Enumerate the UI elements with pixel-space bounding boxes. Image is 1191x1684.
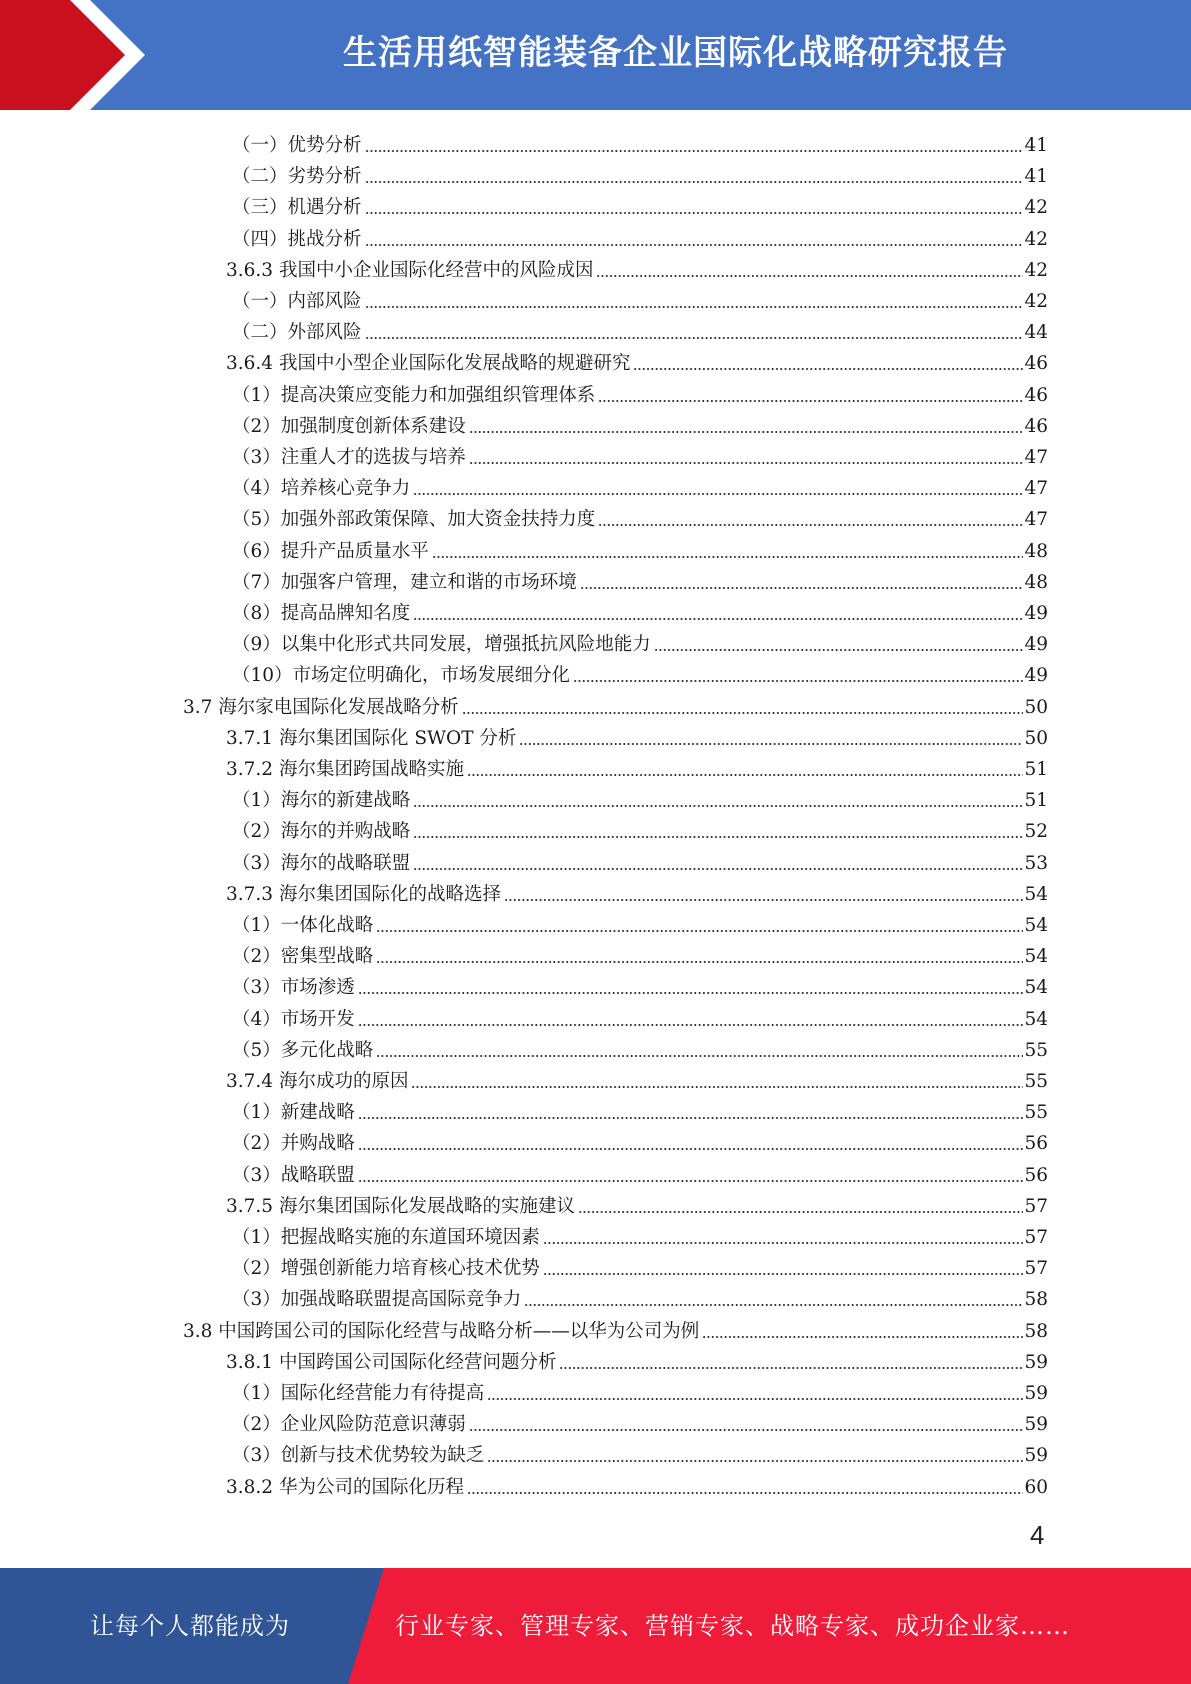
toc-entry[interactable] [232,1250,1048,1281]
toc-entry-title: 3.7.4 海尔成功的原因 [226,1071,409,1092]
toc-dot-leader [358,1116,1024,1120]
toc-entry[interactable] [232,969,1048,1000]
toc-entry[interactable] [232,314,1048,345]
toc-entry[interactable] [232,1125,1048,1156]
toc-entry-title: （1）海尔的新建战略 [232,790,411,812]
toc-dot-leader [413,492,1023,496]
toc-entry-page: 41 [1024,166,1048,188]
toc-entry-page: 59 [1024,1351,1048,1373]
toc-dot-leader [702,1335,1023,1339]
toc-entry[interactable] [226,1063,1048,1094]
toc-dot-leader [487,1459,1023,1463]
toc-dot-leader [432,555,1024,559]
page-number: 4 [1030,1520,1045,1550]
toc-entry-page: 59 [1024,1445,1048,1467]
toc-entry-page: 42 [1024,291,1048,312]
toc-entry[interactable] [232,127,1048,158]
toc-entry-title: 3.6.3 我国中小企业国际化经营中的风险成因 [226,259,594,281]
toc-dot-leader [365,180,1024,184]
toc-entry-page: 48 [1024,540,1048,562]
toc-entry[interactable] [232,408,1048,439]
toc-dot-leader [596,274,1023,278]
toc-entry[interactable] [226,1344,1048,1375]
toc-entry[interactable] [226,1469,1048,1500]
toc-entry-page: 54 [1024,1008,1048,1030]
toc-entry-page: 53 [1024,852,1048,874]
toc-entry-page: 59 [1024,1383,1048,1404]
toc-entry-page: 55 [1024,1071,1048,1092]
toc-entry[interactable] [232,1032,1048,1063]
toc-entry[interactable] [232,595,1048,626]
toc-dot-leader [413,617,1023,621]
toc-entry-title: （4）市场开发 [232,1008,355,1030]
toc-dot-leader [413,804,1023,808]
toc-entry-page: 46 [1024,384,1048,406]
toc-entry[interactable] [232,813,1048,844]
toc-entry-page: 54 [1024,915,1048,936]
toc-dot-leader [578,1210,1023,1214]
toc-entry-page: 57 [1024,1195,1048,1217]
toc-dot-leader [365,336,1024,340]
toc-entry-title: （二）外部风险 [232,322,362,344]
toc-entry[interactable] [232,938,1048,969]
toc-entry-title: 3.7.5 海尔集团国际化发展战略的实施建议 [226,1195,575,1217]
toc-entry-page: 57 [1024,1258,1048,1280]
toc-entry[interactable] [226,876,1048,907]
toc-entry-title: （四）挑战分析 [232,228,362,250]
toc-entry[interactable] [232,782,1048,813]
toc-entry-page: 55 [1024,1039,1048,1061]
toc-entry-page: 50 [1024,696,1048,718]
toc-dot-leader [654,648,1024,652]
toc-dot-leader [376,960,1023,964]
toc-entry[interactable] [232,470,1048,501]
toc-dot-leader [365,305,1024,309]
toc-entry[interactable] [232,283,1048,314]
toc-entry-page: 46 [1024,415,1048,437]
toc-dot-leader [462,711,1024,715]
toc-entry-title: 3.8 中国跨国公司的国际化经营与战略分析——以华为公司为例 [183,1320,700,1342]
toc-entry[interactable] [232,1157,1048,1188]
toc-dot-leader [365,211,1024,215]
toc-dot-leader [504,898,1023,902]
toc-entry-page: 51 [1024,759,1048,780]
toc-dot-leader [543,1241,1024,1245]
toc-entry[interactable] [232,1094,1048,1125]
toc-entry-title: （9）以集中化形式共同发展，增强抵抗风险地能力 [232,634,651,656]
toc-entry-title: （2）加强制度创新体系建设 [232,415,466,437]
toc-entry[interactable] [226,345,1048,376]
toc-dot-leader [598,523,1023,527]
toc-dot-leader [580,586,1024,590]
toc-entry-page: 42 [1024,228,1048,250]
toc-entry-page: 50 [1024,727,1048,749]
toc-dot-leader [469,430,1024,434]
toc-entry-page: 55 [1024,1102,1048,1124]
toc-entry[interactable] [232,907,1048,938]
toc-entry-title: 3.8.1 中国跨国公司国际化经营问题分析 [226,1351,557,1373]
toc-entry[interactable] [232,626,1048,657]
toc-entry[interactable] [183,1313,1048,1344]
toc-dot-leader [413,835,1023,839]
toc-entry-page: 46 [1024,353,1048,375]
toc-entry-page: 47 [1024,509,1048,531]
toc-dot-leader [411,1085,1023,1089]
toc-entry[interactable] [232,439,1048,470]
toc-entry-title: （一）优势分析 [232,135,362,156]
toc-entry-page: 49 [1024,603,1048,624]
toc-entry-page: 58 [1024,1289,1048,1311]
toc-dot-leader [469,461,1024,465]
page-header [0,0,1191,110]
toc-dot-leader [524,1303,1023,1307]
toc-entry[interactable] [232,533,1048,564]
toc-dot-leader [358,1147,1024,1151]
footer-slogan-roles: 行业专家、管理专家、营销专家、战略专家、成功企业家…… [395,1612,1070,1640]
toc-entry[interactable] [232,221,1048,252]
toc-entry-title: 3.6.4 我国中小型企业国际化发展战略的规避研究 [226,353,631,375]
toc-entry-page: 58 [1024,1320,1048,1342]
toc-entry-title: （一）内部风险 [232,291,362,312]
toc-entry-title: 3.7.2 海尔集团跨国战略实施 [226,759,464,780]
toc-entry-page: 42 [1024,259,1048,281]
toc-entry[interactable] [232,1001,1048,1032]
toc-dot-leader [358,1179,1024,1183]
header-chevron-decoration [0,0,160,110]
toc-entry-title: （1）提高决策应变能力和加强组织管理体系 [232,384,596,406]
toc-entry-page: 56 [1024,1133,1048,1155]
toc-entry-title: （5）加强外部政策保障、加大资金扶持力度 [232,509,596,531]
toc-entry-title: （二）劣势分析 [232,166,362,188]
toc-dot-leader [559,1366,1023,1370]
toc-entry-title: （2）海尔的并购战略 [232,821,411,843]
toc-entry-title: 3.8.2 华为公司的国际化历程 [226,1476,464,1498]
toc-entry-page: 54 [1024,883,1048,905]
toc-dot-leader [376,1054,1023,1058]
toc-dot-leader [598,399,1023,403]
toc-entry-title: （2）企业风险防范意识薄弱 [232,1414,466,1436]
toc-entry-title: （3）创新与技术优势较为缺乏 [232,1445,485,1467]
toc-dot-leader [365,243,1024,247]
toc-entry[interactable] [232,1406,1048,1437]
toc-entry[interactable] [232,564,1048,595]
toc-entry-page: 51 [1024,790,1048,812]
toc-entry-title: （3）海尔的战略联盟 [232,852,411,874]
toc-entry-page: 49 [1024,634,1048,656]
toc-entry-title: （2）增强创新能力培育核心技术优势 [232,1258,540,1280]
toc-entry-page: 52 [1024,821,1048,843]
toc-dot-leader [467,773,1023,777]
toc-entry-page: 54 [1024,946,1048,968]
toc-entry-title: （4）培养核心竞争力 [232,478,411,500]
toc-dot-leader [543,1272,1024,1276]
toc-entry-title: （1）国际化经营能力有待提高 [232,1383,485,1404]
toc-entry[interactable] [232,189,1048,220]
toc-entry[interactable] [232,501,1048,532]
toc-dot-leader [376,929,1023,933]
toc-entry[interactable] [226,252,1048,283]
toc-entry-page: 48 [1024,571,1048,593]
toc-entry-title: （3）加强战略联盟提高国际竞争力 [232,1289,522,1311]
report-title: 生活用纸智能装备企业国际化战略研究报告 [343,33,1008,73]
toc-entry-page: 57 [1024,1227,1048,1248]
toc-entry-title: （2）密集型战略 [232,946,374,968]
toc-entry-page: 42 [1024,197,1048,219]
toc-entry-title: （8）提高品牌知名度 [232,603,411,624]
toc-entry[interactable] [226,751,1048,782]
toc-dot-leader [633,367,1023,371]
toc-dot-leader [573,679,1023,683]
toc-dot-leader [358,991,1024,995]
toc-entry-title: 3.7.1 海尔集团国际化 SWOT 分析 [226,727,517,749]
toc-dot-leader [358,1023,1024,1027]
page-footer [0,1568,1191,1684]
toc-entry-title: （1）新建战略 [232,1102,355,1124]
toc-entry-page: 59 [1024,1414,1048,1436]
toc-entry[interactable] [183,689,1048,720]
footer-slogan-lead: 让每个人都能成为 [90,1612,290,1640]
toc-entry[interactable] [232,377,1048,408]
toc-entry-title: （2）并购战略 [232,1133,355,1155]
toc-entry-title: （1）把握战略实施的东道国环境因素 [232,1227,540,1248]
toc-entry[interactable] [232,1281,1048,1312]
toc-entry-title: （5）多元化战略 [232,1039,374,1061]
toc-entry[interactable] [232,657,1048,688]
toc-dot-leader [469,1428,1024,1432]
toc-dot-leader [519,742,1023,746]
toc-entry-title: （7）加强客户管理，建立和谐的市场环境 [232,571,577,593]
toc-entry-page: 47 [1024,447,1048,468]
toc-entry-title: （三）机遇分析 [232,197,362,219]
toc-entry-page: 47 [1024,478,1048,500]
toc-entry-title: 3.7.3 海尔集团国际化的战略选择 [226,883,501,905]
toc-entry-title: （10）市场定位明确化，市场发展细分化 [232,665,571,687]
toc-entry[interactable] [232,1219,1048,1250]
toc-entry-page: 54 [1024,977,1048,999]
toc-entry-title: （1）一体化战略 [232,915,374,936]
toc-dot-leader [487,1397,1023,1401]
toc-entry-page: 56 [1024,1164,1048,1186]
toc-entry-page: 41 [1024,135,1048,156]
toc-entry[interactable] [226,720,1048,751]
toc-entry-page: 60 [1024,1476,1048,1498]
toc-entry-title: 3.7 海尔家电国际化发展战略分析 [183,696,459,718]
toc-entry-title: （3）注重人才的选拔与培养 [232,447,466,468]
toc-entry[interactable] [226,1188,1048,1219]
toc-entry-title: （6）提升产品质量水平 [232,540,429,562]
toc-dot-leader [467,1491,1023,1495]
toc-entry[interactable] [232,158,1048,189]
toc-entry-title: （3）市场渗透 [232,977,355,999]
toc-entry-page: 44 [1024,322,1048,344]
toc-entry[interactable] [232,1437,1048,1468]
toc-entry-title: （3）战略联盟 [232,1164,355,1186]
toc-entry[interactable] [232,845,1048,876]
toc-dot-leader [413,867,1023,871]
toc-entry-page: 49 [1024,665,1048,687]
toc-dot-leader [365,149,1024,153]
toc-entry[interactable] [232,1375,1048,1406]
